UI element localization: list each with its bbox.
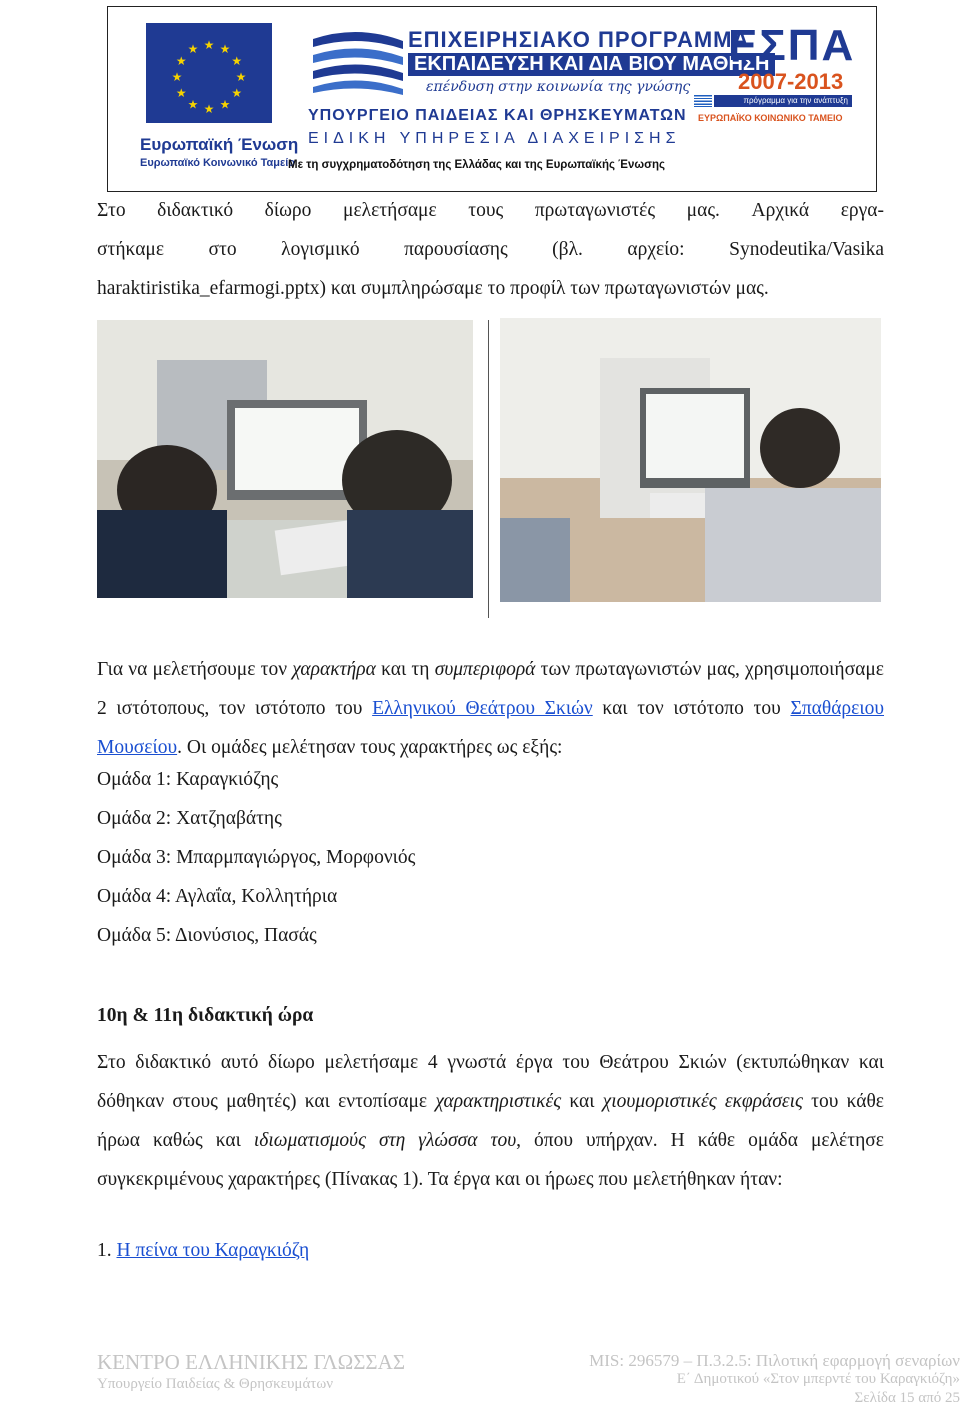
link-play-hunger-of-karagiozis[interactable]: Η πείνα του Καραγκιόζη	[116, 1240, 310, 1261]
cofunding-note: Με τη συγχρηματοδότηση της Ελλάδας και της Ευρωπαϊκής Ένωσης	[288, 159, 665, 171]
svg-text:★: ★	[235, 69, 247, 84]
emphasis-behaviour: συμπεριφορά	[434, 659, 536, 680]
intro-word: διδακτικό	[157, 200, 234, 221]
espa-years: 2007-2013	[738, 69, 844, 94]
eu-logo-block	[126, 17, 306, 182]
emphasis-humorous-expressions: χιουμοριστικές εκφράσεις	[602, 1091, 803, 1112]
svg-text:★: ★	[175, 85, 187, 100]
group-item: Ομάδα 5: Διονύσιος, Πασάς	[97, 925, 317, 946]
section-paragraph	[97, 1043, 884, 1199]
footer-mis: MIS: 296579 – Π.3.2.5: Πιλοτική εφαρμογή σεναρίων	[589, 1351, 960, 1370]
intro-word: δίωρο	[264, 200, 312, 221]
svg-text:★: ★	[231, 85, 243, 100]
text-run: . Οι ομάδες μελέτησαν τους χαρακτήρες ως εξής:	[177, 737, 563, 758]
intro-word: εργα-	[840, 200, 884, 221]
text-run: και τον ιστότοπο του	[592, 698, 791, 719]
intro-line-3: haraktiristika_efarmogi.pptx) και συμπληρώσαμε το προφίλ των πρωταγωνιστών μας.	[97, 278, 769, 299]
text-run: των πρωταγωνιστών μας, χρησιμοποιήσαμε 2 ιστότοπους, τον ιστότοπο του	[97, 659, 884, 719]
intro-word: μας.	[686, 200, 720, 221]
intro-word: μελετήσαμε	[343, 200, 437, 221]
footer-org-name: ΚΕΝΤΡΟ ΕΛΛΗΝΙΚΗΣ ΓΛΩΣΣΑΣ	[97, 1350, 406, 1374]
text-run: Για να μελετήσουμε τον	[97, 659, 293, 680]
photo-divider	[488, 320, 489, 618]
svg-text:★: ★	[203, 101, 215, 116]
group-item: Ομάδα 4: Αγλαΐα, Κολλητήρια	[97, 886, 338, 907]
text-run: και τη	[375, 659, 435, 680]
intro-word: λογισμικό	[281, 239, 360, 260]
text-run: , όπου υπήρχαν. Η κάθε ομάδα μελέτησε συγκεκριμένους χαρακτήρες (Πίνακας 1). Τα έργα και οι ήρωες που μελετήθηκαν ήταν:	[97, 1130, 884, 1190]
link-spathario-museum[interactable]: Σπαθάρειου Μουσείου	[97, 698, 885, 758]
intro-word: πρωταγωνιστές	[534, 200, 656, 221]
footer-ministry: Υπουργείο Παιδείας & Θρησκευμάτων	[97, 1376, 333, 1392]
greek-flag-icon	[694, 95, 712, 107]
emphasis-characteristic: χαρακτηριστικές	[435, 1091, 562, 1112]
social-fund-label: ΕΥΡΩΠΑΪΚΟ ΚΟΙΝΩΝΙΚΟ ΤΑΜΕΙΟ	[698, 113, 843, 123]
footer-page-number: Σελίδα 15 από 25	[854, 1390, 960, 1406]
classroom-photo-left	[97, 320, 473, 598]
ministry-name: ΥΠΟΥΡΓΕΙΟ ΠΑΙΔΕΙΑΣ ΚΑΙ ΘΡΗΣΚΕΥΜΑΤΩΝ	[308, 107, 687, 124]
intro-word: Αρχικά	[751, 200, 810, 221]
programme-subtitle: ΕΚΠΑΙΔΕΥΣΗ ΚΑΙ ΔΙΑ ΒΙΟΥ ΜΑΘΗΣΗ	[408, 53, 775, 76]
intro-word: (βλ.	[552, 239, 583, 260]
eu-flag-icon	[146, 23, 272, 123]
espa-tagline: πρόγραμμα για την ανάπτυξη	[728, 95, 852, 107]
eu-fund-name: Ευρωπαϊκό Κοινωνικό Ταμείο	[140, 157, 295, 169]
characters-paragraph	[97, 650, 884, 767]
intro-line-2	[97, 239, 884, 261]
svg-text:★: ★	[187, 97, 199, 112]
text-run: και	[561, 1091, 603, 1112]
classroom-photo-right	[500, 318, 881, 602]
intro-word: στήκαμε	[97, 239, 165, 260]
eu-name: Ευρωπαϊκή Ένωση	[140, 135, 299, 154]
list-number: 1.	[97, 1240, 117, 1261]
intro-line-1	[97, 200, 884, 222]
svg-text:★: ★	[171, 69, 183, 84]
svg-text:★: ★	[219, 97, 231, 112]
header-banner	[107, 6, 877, 192]
intro-word: Στο	[97, 200, 126, 221]
intro-word: στο	[208, 239, 237, 260]
intro-word: αρχείο:	[627, 239, 685, 260]
emphasis-character: χαρακτήρα	[292, 659, 376, 680]
footer-scenario-title: Ε΄ Δημοτικού «Στον μπερντέ του Καραγκιόζη»	[676, 1371, 960, 1387]
svg-text:★: ★	[219, 42, 231, 57]
link-greek-shadow-theatre[interactable]: Ελληνικού Θεάτρου Σκιών	[372, 698, 593, 719]
programme-slogan: επένδυση στην κοινωνία της γνώσης	[426, 79, 691, 95]
play-list-item	[97, 1240, 309, 1262]
svg-text:★: ★	[231, 53, 243, 68]
espa-name: ΕΣΠΑ	[728, 21, 856, 70]
group-item: Ομάδα 1: Καραγκιόζης	[97, 769, 279, 790]
programme-title: ΕΠΙΧΕΙΡΗΣΙΑΚΟ ΠΡΟΓΡΑΜΜΑ	[408, 27, 750, 52]
svg-text:★: ★	[203, 37, 215, 52]
intro-word: Synodeutika/Vasika	[729, 239, 884, 260]
programme-logo-icon	[308, 29, 408, 99]
svg-text:★: ★	[175, 53, 187, 68]
group-item: Ομάδα 3: Μπαρμπαγιώργος, Μορφονιός	[97, 847, 416, 868]
intro-word: τους	[468, 200, 504, 221]
text-run: Στο διδακτικό αυτό δίωρο μελετήσαμε 4 γνωστά έργα του Θεάτρου Σκιών (εκτυπώθηκαν και δόθηκαν στους μαθητές) και εντοπίσαμε	[97, 1052, 884, 1112]
intro-word: παρουσίασης	[404, 239, 508, 260]
special-service-name: ΕΙΔΙΚΗ ΥΠΗΡΕΣΙΑ ΔΙΑΧΕΙΡΙΣΗΣ	[308, 130, 681, 147]
emphasis-idioms: ιδιωματισμούς στη γλώσσα του	[253, 1130, 517, 1151]
text-run: του κάθε ήρωα καθώς και	[97, 1091, 884, 1151]
section-heading: 10η & 11η διδακτική ώρα	[97, 1005, 314, 1026]
group-item: Ομάδα 2: Χατζηαβάτης	[97, 808, 282, 829]
svg-text:★: ★	[187, 42, 199, 57]
